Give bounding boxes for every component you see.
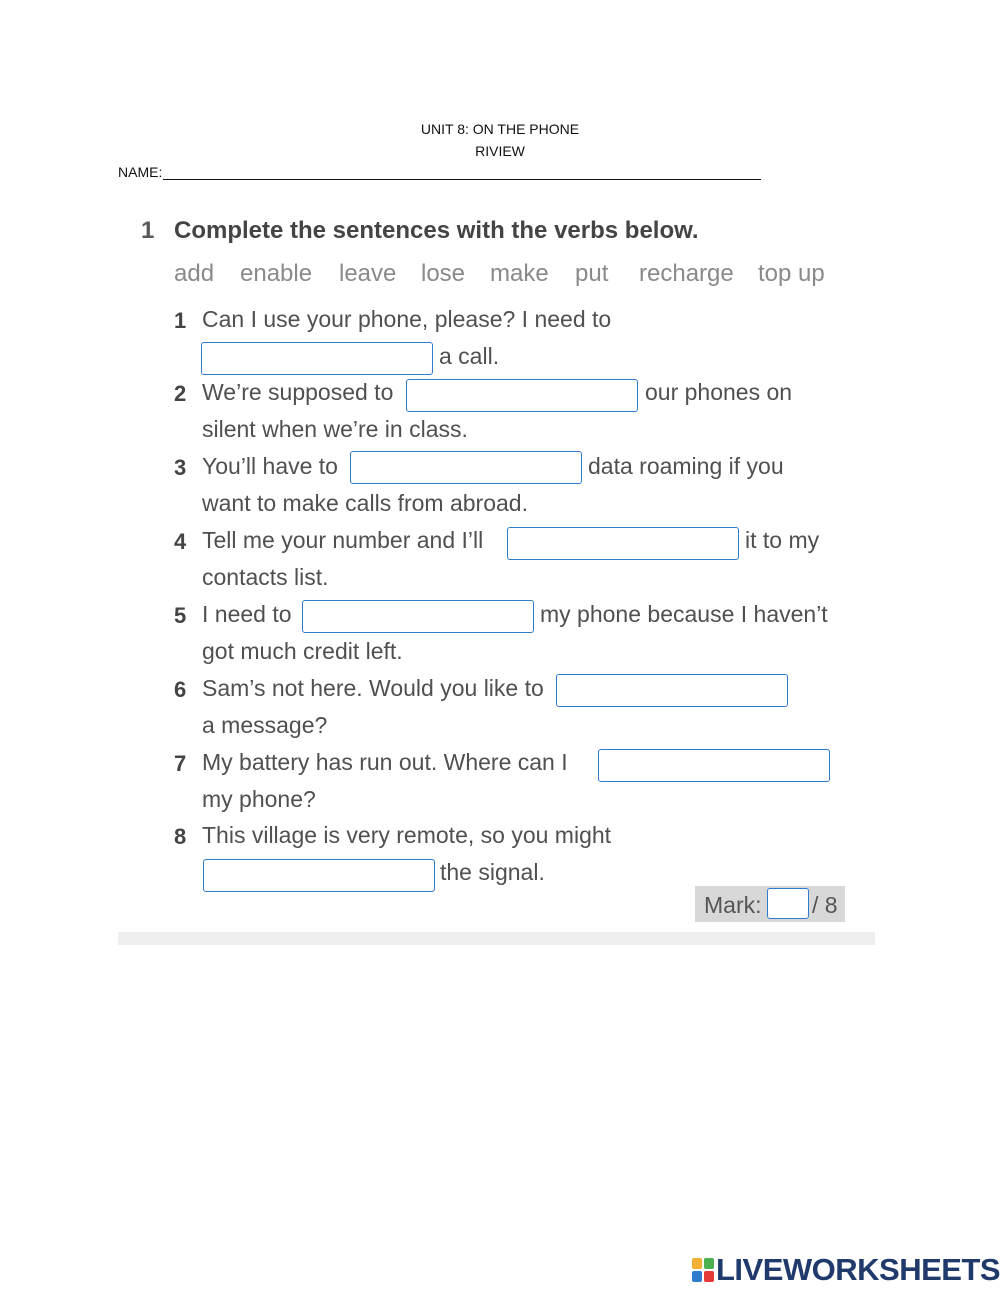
sentence-text: silent when we’re in class.	[202, 416, 468, 442]
sentence-text: want to make calls from abroad.	[202, 490, 528, 516]
sentence-text: a call.	[439, 343, 500, 369]
answer-input-5[interactable]	[302, 600, 534, 633]
worksheet-title: UNIT 8: ON THE PHONE	[420, 121, 580, 137]
answer-input-2[interactable]	[406, 379, 638, 412]
sentence-text: This village is very remote, so you might	[202, 822, 612, 848]
mark-label: Mark:	[704, 892, 762, 918]
divider	[118, 932, 875, 945]
name-label: NAME:	[118, 164, 163, 180]
verb-bank-item: make	[490, 260, 549, 287]
sentence-text: my phone because I haven’t	[540, 601, 828, 627]
sentence-text: My battery has run out. Where can I	[202, 749, 568, 775]
sentence-text: our phones on	[645, 379, 793, 405]
verb-bank-item: enable	[240, 260, 313, 287]
verb-bank-item: lose	[421, 260, 466, 287]
sentence-number: 8	[174, 824, 187, 849]
sentence-number: 7	[174, 751, 187, 776]
mark-total: / 8	[812, 892, 838, 918]
answer-input-6[interactable]	[556, 674, 788, 707]
sentence-text: it to my	[745, 527, 820, 553]
exercise-number: 1	[141, 217, 155, 244]
sentence-text: a message?	[202, 712, 328, 738]
mark-input[interactable]	[767, 888, 809, 919]
sentence-number: 4	[174, 529, 187, 554]
sentence-text: I need to	[202, 601, 292, 627]
sentence-text: the signal.	[440, 859, 545, 885]
sentence-number: 1	[174, 308, 187, 333]
sentence-number: 2	[174, 381, 187, 406]
sentence-text: Tell me your number and I’ll	[202, 527, 484, 553]
name-field	[118, 163, 761, 180]
answer-input-4[interactable]	[507, 527, 739, 560]
verb-bank-item: top up	[758, 260, 825, 287]
worksheet-subtitle: RIVIEW	[475, 143, 525, 159]
answer-input-8[interactable]	[203, 859, 435, 892]
exercise-instruction: Complete the sentences with the verbs below.	[174, 217, 699, 244]
sentence-text: Can I use your phone, please? I need to	[202, 306, 612, 332]
sentence-text: We’re supposed to	[202, 379, 394, 405]
sentence-number: 6	[174, 677, 187, 702]
name-line	[163, 163, 761, 180]
sentence-text: contacts list.	[202, 564, 329, 590]
logo-text: LIVEWORKSHEETS	[716, 1252, 1000, 1287]
verb-bank-item: recharge	[639, 260, 734, 287]
verb-bank-item: put	[575, 260, 609, 287]
sentence-number: 3	[174, 455, 187, 480]
sentence-number: 5	[174, 603, 187, 628]
verb-bank-item: add	[174, 260, 215, 287]
sentence-text: my phone?	[202, 786, 316, 812]
sentence-text: got much credit left.	[202, 638, 403, 664]
sentence-text: data roaming if you	[588, 453, 784, 479]
answer-input-7[interactable]	[598, 749, 830, 782]
sentence-text: Sam’s not here. Would you like to	[202, 675, 544, 701]
liveworksheets-logo-icon	[692, 1258, 714, 1282]
verb-bank-item: leave	[339, 260, 397, 287]
answer-input-3[interactable]	[350, 451, 582, 484]
sentence-text: You’ll have to	[202, 453, 338, 479]
answer-input-1[interactable]	[201, 342, 433, 375]
